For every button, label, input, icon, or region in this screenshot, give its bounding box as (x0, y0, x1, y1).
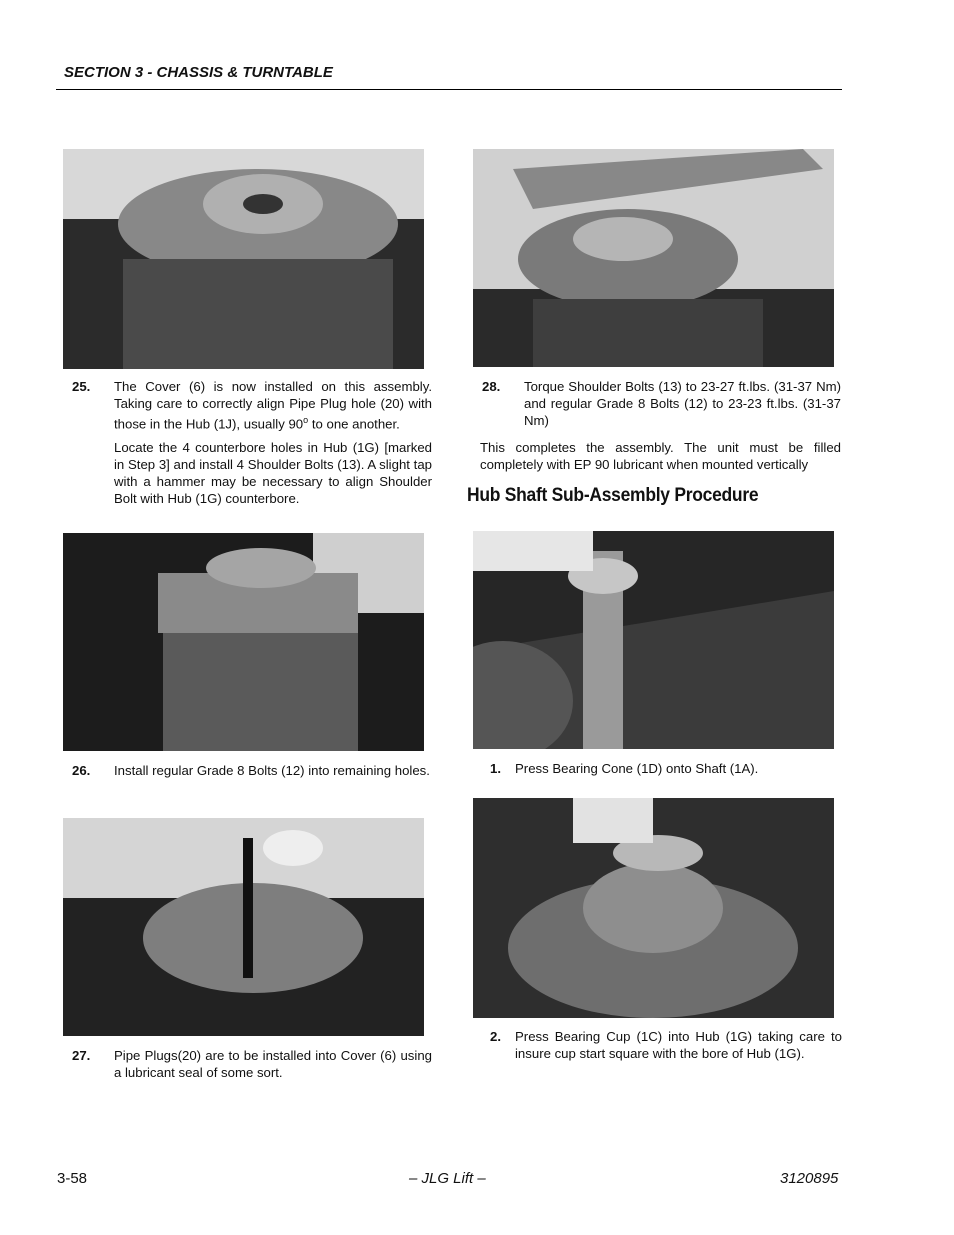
photo-pipe-plugs (63, 818, 424, 1036)
step-25 (72, 378, 432, 507)
step-26 (72, 762, 432, 779)
hub-shaft-heading: Hub Shaft Sub-Assembly Procedure (467, 485, 759, 506)
step-27 (72, 1047, 432, 1081)
header-divider (56, 89, 842, 90)
step-28 (482, 378, 841, 429)
photo-shoulder-bolts (63, 533, 424, 751)
step-text: The Cover (6) is now installed on this assembly. Taking care to correctly align Pipe Plug hole (20) with those in the Hub (1J), usually 90 (114, 379, 432, 432)
completion-note: This completes the assembly. The unit must be filled completely with EP 90 lubricant when mounted vertically (480, 440, 841, 472)
step-number: 26. (72, 763, 91, 778)
step-number: 28. (482, 379, 501, 394)
page-number: 3-58 (57, 1170, 88, 1187)
step-number: 25. (72, 379, 91, 394)
step-text: Install regular Grade 8 Bolts (12) into remaining holes. (114, 763, 430, 778)
photo-cover-installed (63, 149, 424, 369)
step-number: 1. (490, 761, 501, 776)
step-text-end: to one another. (308, 416, 400, 432)
photo-torque-wrench (473, 149, 834, 367)
hub-shaft-step-2 (490, 1028, 842, 1062)
photo-bearing-cup (473, 798, 834, 1018)
hub-shaft-step-1 (490, 760, 842, 777)
photo-bearing-cone (473, 531, 834, 749)
step-text: Press Bearing Cup (1C) into Hub (1G) taking care to insure cup start square with the bore of Hub (1G). (515, 1029, 842, 1061)
step-text: Press Bearing Cone (1D) onto Shaft (1A). (515, 761, 759, 776)
step-paragraph: Locate the 4 counterbore holes in Hub (1G) [marked in Step 3] and install 4 Shoulder Bolts (13). A slight tap with a hammer may be necessary to align Shoulder Bolt with Hub (1G) counterbore. (114, 440, 432, 507)
step-text: Pipe Plugs(20) are to be installed into Cover (6) using a lubricant seal of some sort. (114, 1048, 432, 1080)
section-title: SECTION 3 - CHASSIS & TURNTABLE (64, 64, 333, 81)
step-number: 2. (490, 1029, 501, 1044)
document-number: 3120895 (780, 1170, 839, 1187)
step-text: Torque Shoulder Bolts (13) to 23-27 ft.lbs. (31-37 Nm) and regular Grade 8 Bolts (12) to 23-23 ft.lbs. (31-37 Nm) (524, 379, 841, 428)
footer-publisher: – JLG Lift – (409, 1170, 486, 1187)
step-number: 27. (72, 1048, 91, 1063)
degree-superscript: o (303, 415, 309, 425)
